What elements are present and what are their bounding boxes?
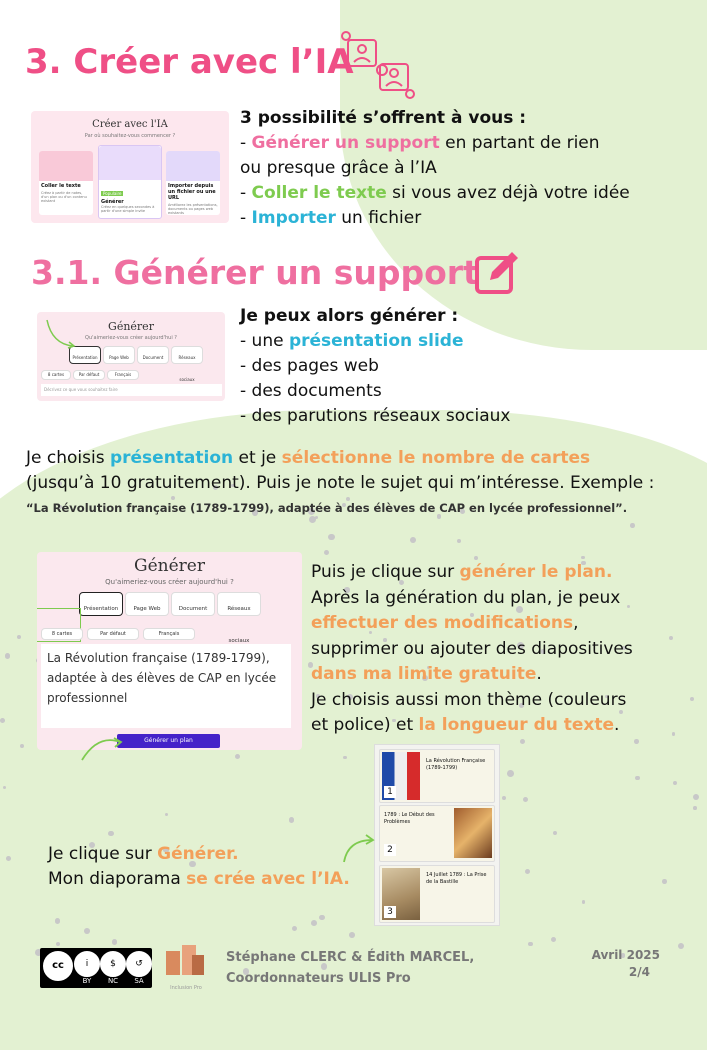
- card1-option-paste: [39, 151, 93, 215]
- plan-line-4: supprimer ou ajouter des diapositives: [311, 638, 633, 659]
- card3-prompt: La Révolution française (1789-1799), adaptée à des élèves de CAP en lycée professionnel: [41, 644, 291, 728]
- background-dot: [635, 776, 640, 781]
- plan-block: [311, 560, 701, 739]
- background-dot: [502, 796, 506, 800]
- card1-option-import: [166, 151, 220, 215]
- background-dot: [55, 918, 60, 923]
- card3-select-theme: Par défaut: [87, 628, 139, 640]
- choose-line-2: (jusqu’à 10 gratuitement). Puis je note le sujet qui m’intéresse. Exemple :: [26, 473, 655, 493]
- slide-thumb-1: [379, 749, 495, 803]
- slide-2-image: [454, 808, 492, 858]
- card3-select-cards: 8 cartes: [41, 628, 83, 640]
- slide-thumb-3: [379, 865, 495, 923]
- final-line-1-prefix: Je clique sur: [48, 844, 158, 864]
- edit-icon: [472, 248, 522, 298]
- intro-line-3-rest: si vous avez déjà votre idée: [386, 183, 630, 203]
- nc-icon: $: [100, 951, 126, 977]
- plan-line-1-prefix: Puis je clique sur: [311, 562, 460, 582]
- inclusion-pro-logo: [162, 941, 210, 993]
- sa-icon: ↺: [126, 951, 152, 977]
- plan-line-7: [311, 713, 701, 739]
- plan-line-7-highlight: la longueur du texte: [418, 715, 615, 735]
- slide-thumb-2: [379, 805, 495, 862]
- intro-line-3-prefix: -: [240, 183, 252, 203]
- slide-2-number: 2: [384, 844, 396, 856]
- card3-select-language: Français: [143, 628, 195, 640]
- card1-opt1-title: Coller le texte: [41, 183, 81, 189]
- background-dot: [289, 817, 295, 823]
- slide-2-title: 1789 : Le Début des Problèmes: [384, 812, 435, 825]
- choose-b: présentation: [109, 448, 234, 468]
- plan-line-3: [311, 611, 701, 637]
- background-dot: [693, 806, 697, 810]
- card2-title: Générer: [108, 320, 154, 333]
- generate-list-1: [240, 329, 540, 354]
- final-line-2: [48, 867, 368, 892]
- background-dot: [507, 770, 514, 777]
- intro-line-1-prefix: -: [240, 133, 252, 153]
- intro-line-1-rest: en partant de rien: [439, 133, 600, 153]
- footer-page: 2/4: [628, 965, 650, 979]
- background-dot: [630, 523, 635, 528]
- intro-line-4-highlight: Importer: [251, 208, 336, 228]
- card3-opt-social: Réseaux sociaux: [217, 592, 261, 616]
- card2-arrow: [37, 312, 97, 352]
- section-3-title: 3. Créer avec l’IA: [25, 42, 354, 82]
- final-line-1-highlight: Générer.: [157, 844, 239, 864]
- card2-opt-social: Réseaux sociaux: [171, 346, 203, 364]
- card2-select-language: Français: [107, 370, 139, 380]
- license-sa: SA: [134, 977, 144, 985]
- background-dot: [328, 534, 334, 540]
- plan-line-1: [311, 560, 701, 586]
- ai-people-icon: [338, 30, 418, 100]
- card1-opt3-title: Importer depuis un fichier ou une URL: [168, 183, 216, 201]
- plan-line-5-highlight: dans ma limite gratuite: [311, 664, 537, 684]
- cc-license-badge: [40, 948, 152, 988]
- background-dot: [84, 928, 90, 934]
- plan-line-6: Je choisis aussi mon thème (couleurs: [311, 689, 627, 710]
- footer-date: Avril 2025: [591, 948, 660, 962]
- plan-line-3-highlight: effectuer des modifications: [311, 613, 574, 633]
- section-3-1-title: 3.1. Générer un support: [31, 253, 479, 292]
- card2-subtitle: Qu'aimeriez-vous créer aujourd'hui ?: [85, 335, 177, 341]
- card1-opt2-title: Générer: [101, 199, 124, 205]
- footer-role: Coordonnateurs ULIS Pro: [226, 971, 411, 986]
- final-line-2-prefix: Mon diaporama: [48, 869, 187, 889]
- plan-line-7-rest: .: [614, 715, 620, 735]
- generate-list-2: - des pages web: [240, 356, 379, 376]
- card1-option-generate: [98, 145, 162, 219]
- choose-line-1: [26, 446, 686, 471]
- generate-screenshot-small: [37, 312, 225, 401]
- plan-line-3-rest: ,: [573, 613, 579, 633]
- plan-line-2: Après la génération du plan, je peux: [311, 587, 621, 608]
- card2-opt-web: Page Web: [103, 346, 135, 364]
- license-by: BY: [82, 977, 92, 985]
- card2-opt-presentation: Présentation: [69, 346, 101, 364]
- background-dot: [5, 653, 10, 658]
- background-dot: [112, 939, 117, 944]
- background-dot: [311, 920, 317, 926]
- card3-opt-web: Page Web: [125, 592, 169, 616]
- background-dot: [319, 915, 324, 920]
- background-dot: [324, 550, 329, 555]
- card2-select-theme: Par défaut: [73, 370, 105, 380]
- card1-opt2-badge: Populaire: [103, 191, 122, 196]
- background-dot: [6, 856, 11, 861]
- card3-generate-plan-button: Générer un plan: [117, 734, 220, 748]
- plan-line-1-highlight: générer le plan.: [459, 562, 613, 582]
- footer-authors: [226, 947, 474, 989]
- intro-line-4: [240, 206, 680, 231]
- card3-opt-document: Document: [171, 592, 215, 616]
- card2-prompt: Décrivez ce que vous souhaitez faire: [41, 384, 222, 396]
- slide-1-number: 1: [384, 786, 396, 798]
- card1-subtitle: Par où souhaitez-vous commencer ?: [84, 133, 176, 139]
- footer-authors-line: Stéphane CLERC & Édith MARCEL,: [226, 950, 475, 965]
- plan-line-7-prefix: et police) et: [311, 715, 419, 735]
- choose-a: Je choisis: [26, 448, 110, 468]
- choose-example: “La Révolution française (1789-1799), adaptée à des élèves de CAP en lycée professionnel”.: [26, 501, 628, 515]
- intro-line-1: [240, 131, 680, 156]
- generate-screenshot-large: [37, 552, 302, 750]
- card2-opt-document: Document: [137, 346, 169, 364]
- background-dot: [581, 556, 584, 559]
- background-dot: [634, 739, 639, 744]
- intro-line-3: [240, 181, 680, 206]
- card2-select-cards: 8 cartes: [41, 370, 71, 380]
- plan-line-5: [311, 662, 701, 688]
- generate-list-heading: Je peux alors générer :: [240, 306, 459, 326]
- background-dot: [349, 932, 355, 938]
- card1-opt1-desc: Créez à partir de notes, d'un plan ou d'un contenu existant: [41, 191, 87, 203]
- card3-subtitle: Qu'aimeriez-vous créer aujourd'hui ?: [105, 578, 234, 586]
- logo-text: Inclusion Pro: [170, 985, 202, 991]
- slide-1-title: La Révolution Française (1789-1799): [426, 758, 486, 771]
- cc-icon: cc: [43, 951, 73, 981]
- intro-block: [240, 106, 680, 231]
- card1-opt2-desc: Créez en quelques secondes à partir d'une simple invite: [101, 205, 155, 213]
- intro-line-4-rest: un fichier: [335, 208, 422, 228]
- generate-list: [240, 304, 540, 429]
- slide-3-number: 3: [384, 906, 396, 918]
- intro-line-3-highlight: Coller le texte: [251, 183, 387, 203]
- final-line-2-highlight: se crée avec l’IA.: [186, 869, 350, 889]
- background-dot: [551, 937, 556, 942]
- final-block: [48, 842, 368, 892]
- background-dot: [528, 942, 533, 947]
- choose-d: sélectionne le nombre de cartes: [281, 448, 591, 468]
- choose-c: et je: [233, 448, 282, 468]
- create-with-ai-screenshot: [31, 111, 229, 223]
- card3-arrow: [78, 728, 128, 768]
- license-nc: NC: [107, 977, 119, 985]
- footer-date-page: [580, 947, 660, 981]
- intro-line-4-prefix: -: [240, 208, 252, 228]
- background-dot: [662, 879, 667, 884]
- generate-list-1-highlight: présentation slide: [288, 331, 464, 351]
- card1-opt3-desc: Améliorez les présentations, documents ou pages web existants: [168, 203, 218, 215]
- plan-line-5-rest: .: [536, 664, 542, 684]
- generate-list-4: - des parutions réseaux sociaux: [240, 406, 511, 426]
- choose-paragraph: [26, 446, 686, 521]
- intro-line-1-highlight: Générer un support: [251, 133, 440, 153]
- background-dot: [410, 537, 416, 543]
- final-line-1: [48, 842, 368, 867]
- intro-heading: 3 possibilité s’offrent à vous :: [240, 108, 527, 128]
- background-dot: [582, 900, 586, 904]
- generate-list-3: - des documents: [240, 381, 382, 401]
- card3-opt-presentation: Présentation: [79, 592, 123, 616]
- card1-title: Créer avec l'IA: [92, 119, 168, 130]
- card3-title: Générer: [134, 556, 205, 576]
- slide-3-title: 14 Juillet 1789 : La Prise de la Bastille: [426, 872, 487, 885]
- by-icon: i: [74, 951, 100, 977]
- intro-line-2: ou presque grâce à l’IA: [240, 158, 437, 178]
- slides-preview: [374, 744, 500, 926]
- generate-list-1-prefix: - une: [240, 331, 289, 351]
